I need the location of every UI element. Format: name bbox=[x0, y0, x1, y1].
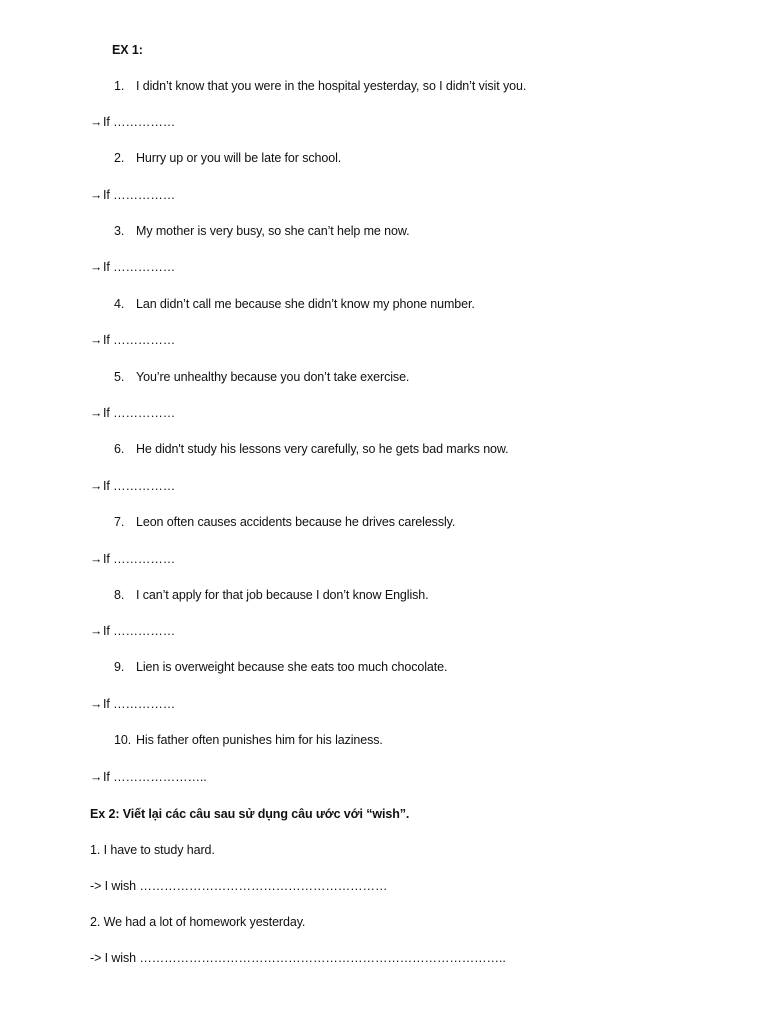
ex2-heading: Ex 2: Viết lại các câu sau sử dụng câu ước với “wish”. bbox=[90, 807, 410, 821]
ex1-answer-6 bbox=[90, 478, 175, 494]
question-text: Hurry up or you will be late for school. bbox=[136, 151, 342, 165]
arrow-icon: → bbox=[90, 479, 103, 493]
arrow-icon: → bbox=[90, 188, 103, 202]
answer-blank[interactable]: If …………… bbox=[103, 552, 176, 566]
arrow-icon: → bbox=[90, 770, 103, 784]
ex2-answer-2[interactable]: -> I wish …………………………………………………………………………….. bbox=[90, 951, 506, 965]
ex2-answer-1[interactable]: -> I wish …………………………………………………… bbox=[90, 879, 388, 893]
ex1-answer-2 bbox=[90, 187, 175, 203]
arrow-icon: → bbox=[90, 552, 103, 566]
ex1-question-7 bbox=[114, 514, 455, 530]
question-text: I didn’t know that you were in the hospital yesterday, so I didn’t visit you. bbox=[136, 79, 527, 93]
question-text: I can’t apply for that job because I don’t know English. bbox=[136, 588, 429, 602]
arrow-icon: → bbox=[90, 333, 103, 347]
ex1-answer-1 bbox=[90, 114, 175, 130]
ex1-answer-8 bbox=[90, 623, 175, 639]
ex1-question-1 bbox=[114, 78, 526, 94]
arrow-icon: → bbox=[90, 260, 103, 274]
ex1-question-9 bbox=[114, 659, 447, 675]
ex1-answer-4 bbox=[90, 332, 175, 348]
question-number: 6. bbox=[114, 442, 125, 456]
ex1-answer-5 bbox=[90, 405, 175, 421]
question-text: You’re unhealthy because you don’t take exercise. bbox=[136, 370, 410, 384]
answer-blank[interactable]: If ………………….. bbox=[103, 770, 207, 784]
question-number: 2. bbox=[114, 151, 125, 165]
question-number: 8. bbox=[114, 588, 125, 602]
ex1-answer-9 bbox=[90, 696, 175, 712]
arrow-icon: → bbox=[90, 624, 103, 638]
answer-blank[interactable]: If …………… bbox=[103, 479, 176, 493]
arrow-icon: → bbox=[90, 115, 103, 129]
question-number: 5. bbox=[114, 370, 125, 384]
question-number: 1. bbox=[114, 79, 125, 93]
arrow-icon: → bbox=[90, 697, 103, 711]
ex1-answer-7 bbox=[90, 551, 175, 567]
ex1-question-5 bbox=[114, 369, 409, 385]
question-text: Lan didn’t call me because she didn’t know my phone number. bbox=[136, 297, 475, 311]
answer-blank[interactable]: If …………… bbox=[103, 697, 176, 711]
answer-blank[interactable]: If …………… bbox=[103, 188, 176, 202]
ex1-question-6 bbox=[114, 441, 509, 457]
ex1-heading: EX 1: bbox=[112, 43, 143, 57]
arrow-icon: → bbox=[90, 406, 103, 420]
answer-blank[interactable]: If …………… bbox=[103, 406, 176, 420]
answer-blank[interactable]: If …………… bbox=[103, 333, 176, 347]
ex1-question-2 bbox=[114, 150, 341, 166]
question-text: He didn't study his lessons very carefully, so he gets bad marks now. bbox=[136, 442, 509, 456]
ex1-question-4 bbox=[114, 296, 475, 312]
ex1-question-3 bbox=[114, 223, 409, 239]
answer-blank[interactable]: If …………… bbox=[103, 260, 176, 274]
question-text: His father often punishes him for his laziness. bbox=[136, 733, 383, 747]
ex2-question-1: 1. I have to study hard. bbox=[90, 843, 215, 857]
ex1-question-10 bbox=[114, 732, 383, 748]
question-number: 9. bbox=[114, 660, 125, 674]
question-text: Lien is overweight because she eats too much chocolate. bbox=[136, 660, 448, 674]
answer-blank[interactable]: If …………… bbox=[103, 624, 176, 638]
question-number: 10. bbox=[114, 733, 132, 747]
answer-blank[interactable]: If …………… bbox=[103, 115, 176, 129]
ex1-answer-10 bbox=[90, 769, 207, 785]
ex1-question-8 bbox=[114, 587, 429, 603]
question-number: 3. bbox=[114, 224, 125, 238]
question-number: 7. bbox=[114, 515, 125, 529]
question-text: Leon often causes accidents because he drives carelessly. bbox=[136, 515, 456, 529]
ex2-question-2: 2. We had a lot of homework yesterday. bbox=[90, 915, 306, 929]
ex1-answer-3 bbox=[90, 259, 175, 275]
question-text: My mother is very busy, so she can’t help me now. bbox=[136, 224, 410, 238]
question-number: 4. bbox=[114, 297, 125, 311]
